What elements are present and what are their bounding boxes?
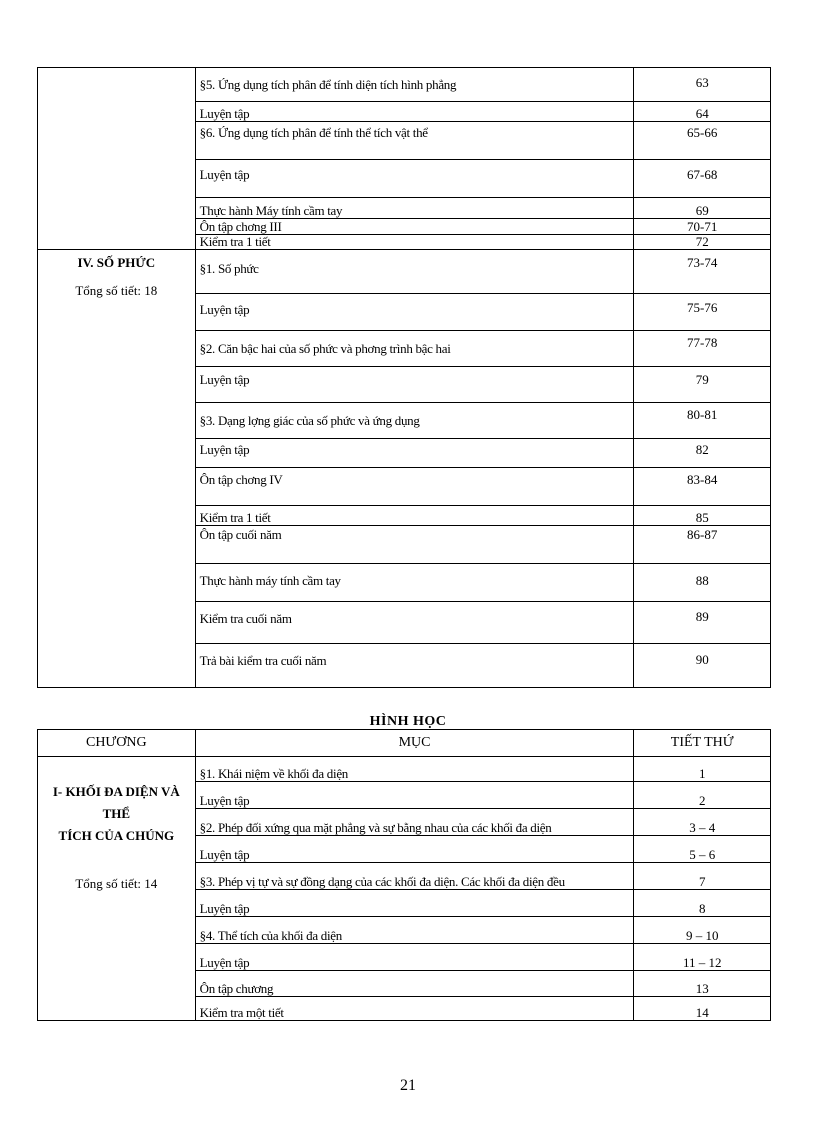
lesson-item: Kiểm tra 1 tiết bbox=[195, 235, 634, 250]
lesson-item: Trả bài kiểm tra cuối năm bbox=[195, 644, 634, 688]
lesson-item: Kiểm tra một tiết bbox=[195, 997, 634, 1021]
geometry-program-table bbox=[37, 729, 771, 1021]
period-number: 75-76 bbox=[634, 294, 771, 331]
table-row bbox=[38, 250, 771, 294]
lesson-item: Luyện tập bbox=[195, 439, 634, 468]
chapter-total-periods: Tổng số tiết: 18 bbox=[75, 283, 158, 298]
analysis-program-table bbox=[37, 67, 771, 688]
period-number: 77-78 bbox=[634, 331, 771, 367]
period-number: 79 bbox=[634, 367, 771, 403]
section-title: HÌNH HỌC bbox=[369, 714, 447, 729]
period-number: 8 bbox=[634, 890, 771, 917]
period-number: 82 bbox=[634, 439, 771, 468]
period-number: 3 – 4 bbox=[634, 809, 771, 836]
period-number: 13 bbox=[634, 971, 771, 997]
table-row bbox=[38, 757, 771, 782]
period-number: 7 bbox=[634, 863, 771, 890]
lesson-item: Ôn tập chương bbox=[195, 971, 634, 997]
period-number: 70-71 bbox=[634, 219, 771, 235]
table-header-row bbox=[38, 730, 771, 757]
table-row bbox=[38, 68, 771, 102]
period-number: 83-84 bbox=[634, 468, 771, 506]
period-number: 69 bbox=[634, 198, 771, 219]
period-number: 89 bbox=[634, 602, 771, 644]
period-number: 65-66 bbox=[634, 122, 771, 160]
period-number: 64 bbox=[634, 102, 771, 122]
lesson-item: §2. Căn bậc hai của số phức và phơng trình bậc hai bbox=[195, 331, 634, 367]
lesson-item: Thực hành Máy tính cầm tay bbox=[195, 198, 634, 219]
chapter-total-periods: Tổng số tiết: 14 bbox=[75, 876, 158, 891]
column-header-period: TIẾT THỨ bbox=[634, 730, 771, 757]
lesson-item: §2. Phép đối xứng qua mặt phẳng và sự bằng nhau của các khối đa diện bbox=[195, 809, 634, 836]
lesson-item: §4. Thể tích của khối đa diện bbox=[195, 917, 634, 944]
lesson-item: Ôn tập chơng IV bbox=[195, 468, 634, 506]
lesson-item: Luyện tập bbox=[195, 836, 634, 863]
period-number: 88 bbox=[634, 564, 771, 602]
previous-chapter-cell bbox=[38, 68, 196, 250]
period-number: 14 bbox=[634, 997, 771, 1021]
period-number: 11 – 12 bbox=[634, 944, 771, 971]
page-number: 21 bbox=[400, 1077, 416, 1094]
lesson-item: Kiểm tra 1 tiết bbox=[195, 506, 634, 526]
lesson-item: Ôn tập cuối năm bbox=[195, 526, 634, 564]
chapter-title-line1: I- KHỐI ĐA DIỆN VÀ THỂ bbox=[52, 784, 180, 821]
lesson-item: Luyện tập bbox=[195, 782, 634, 809]
period-number: 5 – 6 bbox=[634, 836, 771, 863]
lesson-item: Thực hành máy tính cầm tay bbox=[195, 564, 634, 602]
column-header-chapter: CHƯƠNG bbox=[38, 730, 196, 757]
period-number: 85 bbox=[634, 506, 771, 526]
lesson-item: Luyện tập bbox=[195, 367, 634, 403]
period-number: 73-74 bbox=[634, 250, 771, 294]
chapter-title: IV. SỐ PHỨC bbox=[77, 255, 156, 270]
lesson-item: §6. Ứng dụng tích phân để tính thể tích vật thể bbox=[195, 122, 634, 160]
lesson-item: Ôn tập chơng III bbox=[195, 219, 634, 235]
chapter-cell bbox=[38, 250, 196, 688]
period-number: 63 bbox=[634, 68, 771, 102]
column-header-item: MỤC bbox=[195, 730, 634, 757]
lesson-item: Luyện tập bbox=[195, 102, 634, 122]
period-number: 90 bbox=[634, 644, 771, 688]
period-number: 72 bbox=[634, 235, 771, 250]
period-number: 67-68 bbox=[634, 160, 771, 198]
period-number: 2 bbox=[634, 782, 771, 809]
lesson-item: §1. Khái niệm về khối đa diện bbox=[195, 757, 634, 782]
lesson-item: Luyện tập bbox=[195, 944, 634, 971]
lesson-item: §1. Số phức bbox=[195, 250, 634, 294]
period-number: 1 bbox=[634, 757, 771, 782]
lesson-item: Luyện tập bbox=[195, 160, 634, 198]
lesson-item: Kiểm tra cuối năm bbox=[195, 602, 634, 644]
lesson-item: §3. Phép vị tự và sự đồng dạng của các khối đa diện. Các khối đa diện đều bbox=[195, 863, 634, 890]
period-number: 80-81 bbox=[634, 403, 771, 439]
chapter-cell bbox=[38, 757, 196, 1021]
lesson-item: Luyện tập bbox=[195, 294, 634, 331]
lesson-item: Luyện tập bbox=[195, 890, 634, 917]
period-number: 9 – 10 bbox=[634, 917, 771, 944]
period-number: 86-87 bbox=[634, 526, 771, 564]
lesson-item: §3. Dạng lợng giác của số phức và ứng dụng bbox=[195, 403, 634, 439]
chapter-title-line2: TÍCH CỦA CHÚNG bbox=[58, 828, 175, 843]
lesson-item: §5. Ứng dụng tích phân để tính diện tích hình phẳng bbox=[195, 68, 634, 102]
